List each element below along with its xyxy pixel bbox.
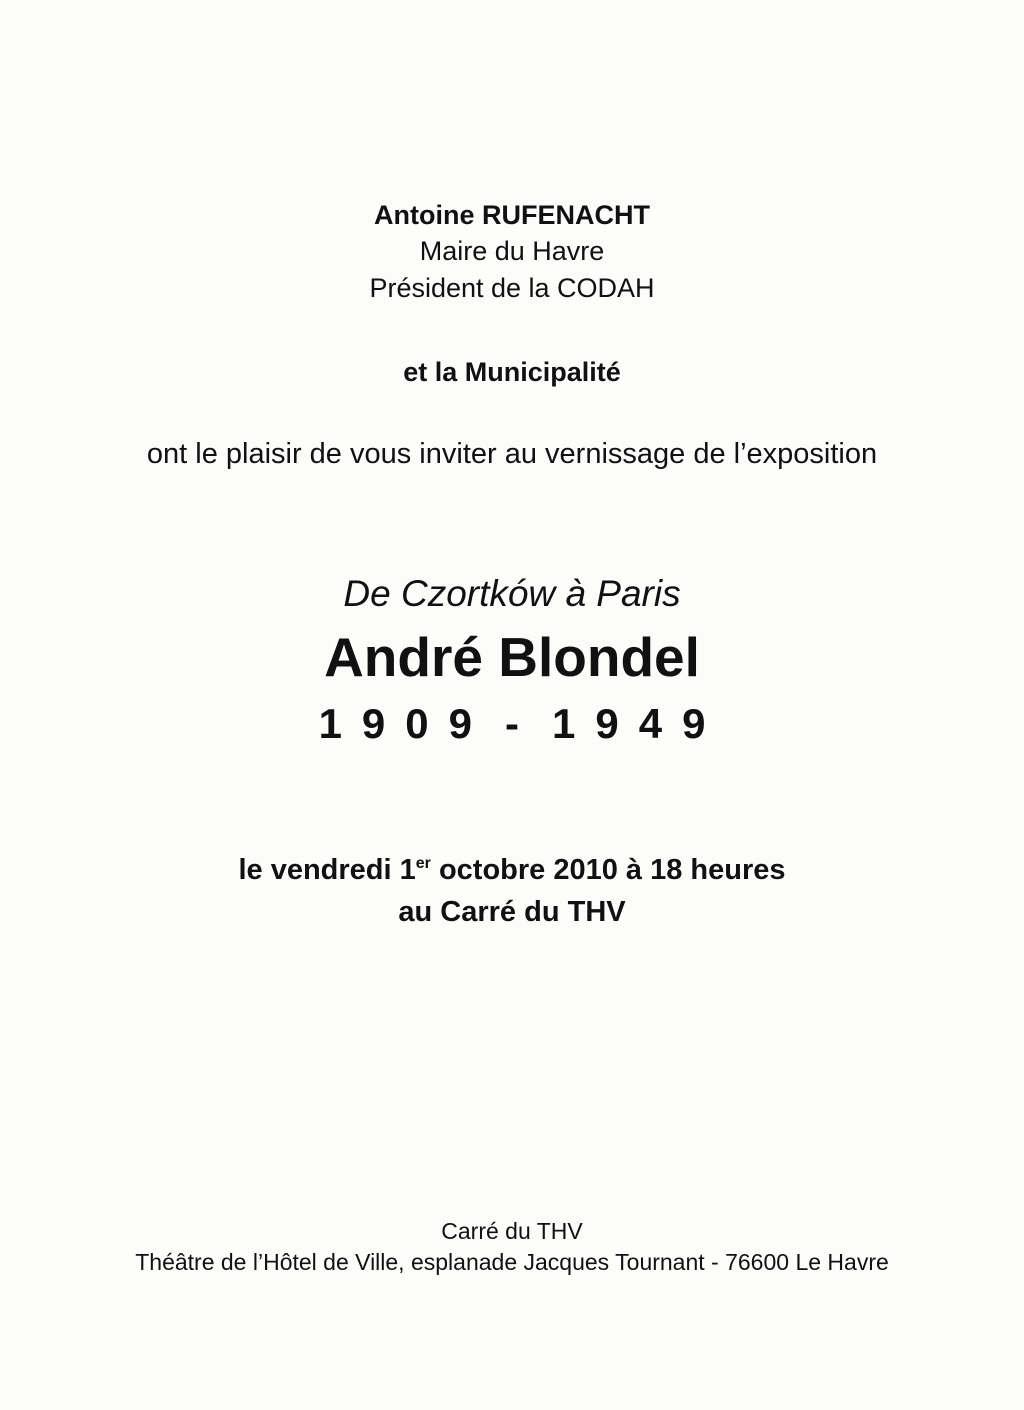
host-name: Antoine RUFENACHT — [374, 200, 650, 230]
address-full: Théâtre de l’Hôtel de Ville, esplanade Jacques Tournant - 76600 Le Havre — [135, 1249, 889, 1275]
address-venue-name: Carré du THV — [441, 1218, 583, 1244]
event-venue: au Carré du THV — [398, 896, 626, 928]
event-date-prefix: le vendredi 1 — [238, 854, 416, 886]
event-date-superscript: er — [415, 855, 431, 872]
invitation-text: ont le plaisir de vous inviter au vernissage de l’exposition — [146, 438, 878, 470]
year-separator: - — [505, 700, 539, 747]
artist-name: André Blondel — [324, 626, 700, 688]
year-end: 1949 — [552, 700, 726, 747]
exhibition-subtitle: De Czortków à Paris — [343, 573, 681, 614]
year-start: 1909 — [318, 700, 492, 747]
event-date-suffix: octobre 2010 à 18 heures — [430, 854, 786, 886]
artist-years — [0, 700, 1024, 748]
municipality-line: et la Municipalité — [403, 357, 621, 387]
host-role-mayor: Maire du Havre — [419, 236, 605, 266]
host-role-president: Président de la CODAH — [369, 273, 655, 303]
event-date — [0, 854, 1024, 887]
